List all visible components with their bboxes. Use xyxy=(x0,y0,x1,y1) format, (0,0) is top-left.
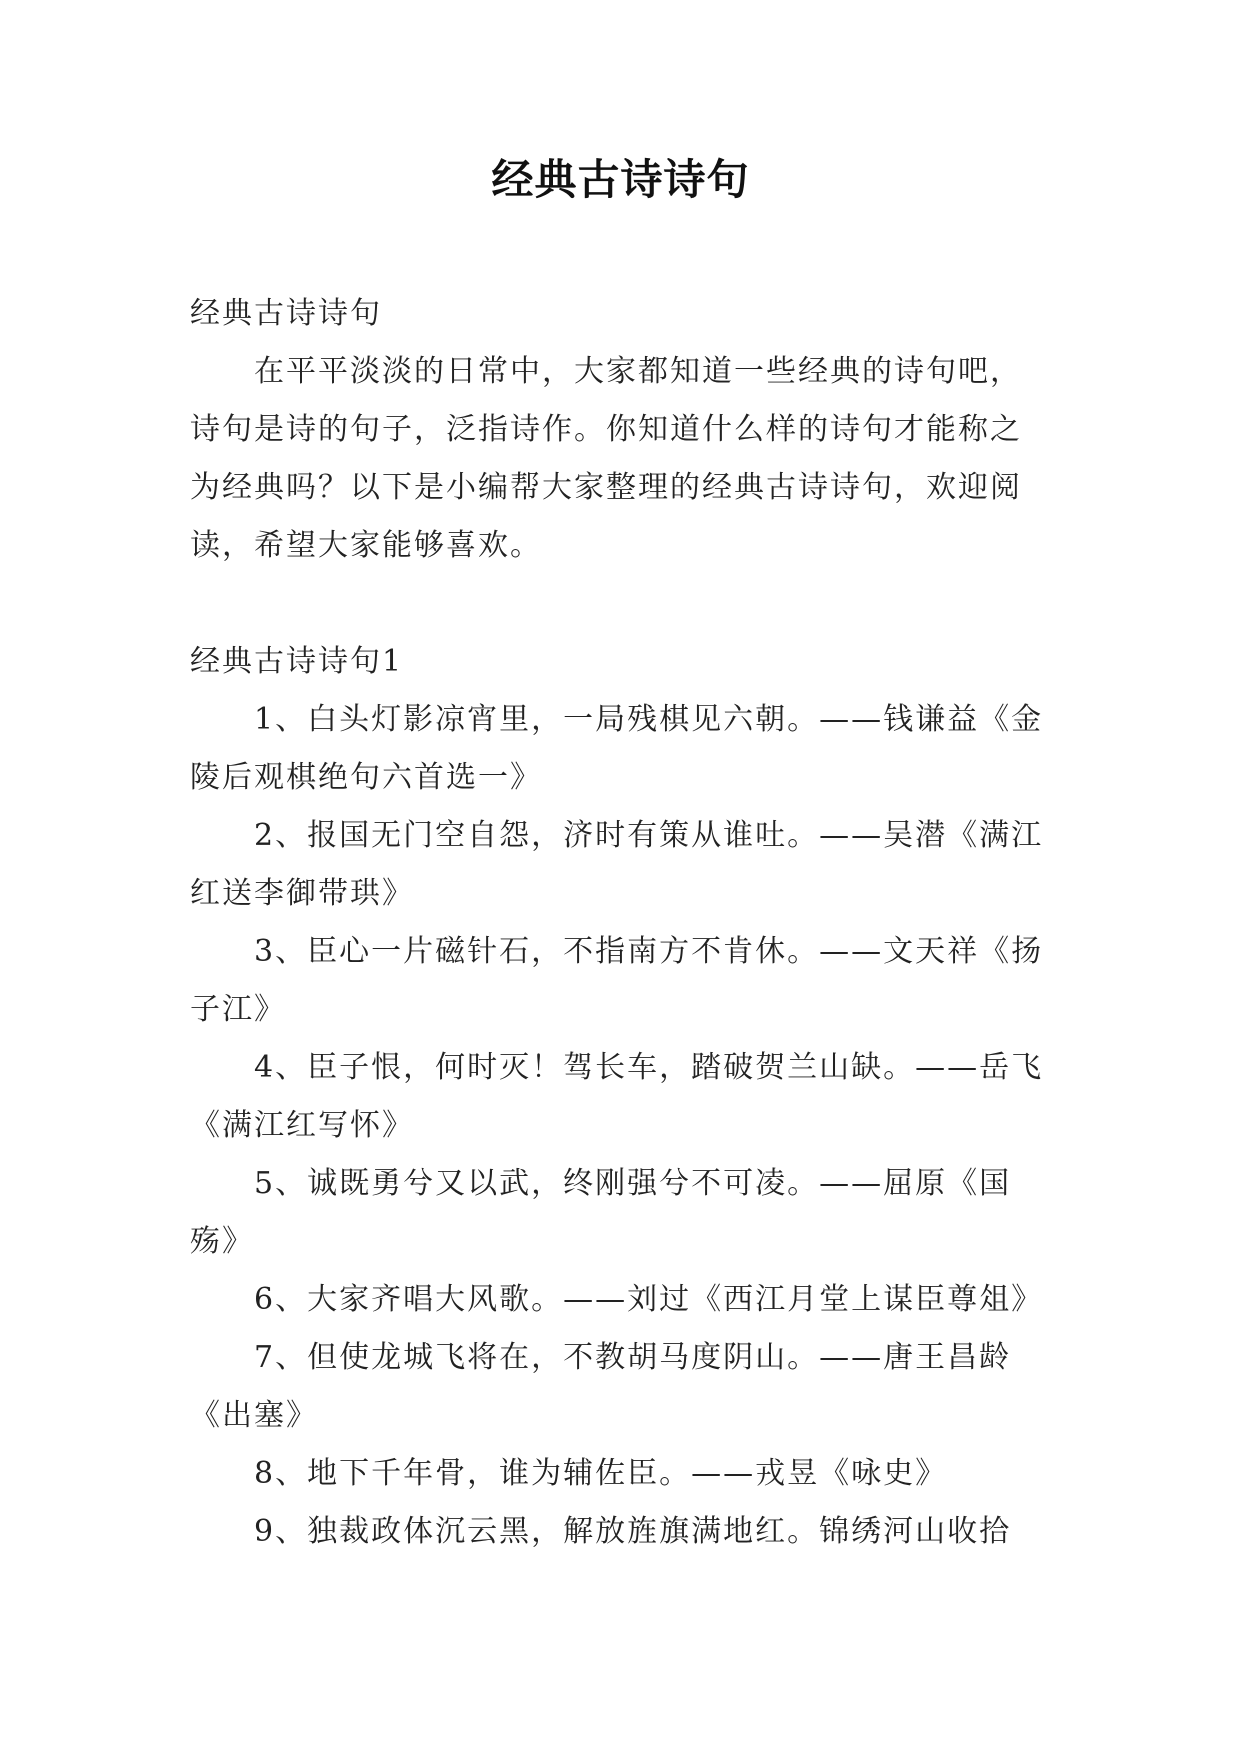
poem-item-8: 8、地下千年骨，谁为辅佐臣。——戎昱《咏史》 xyxy=(254,1456,948,1491)
document-subtitle: 经典古诗诗句 xyxy=(190,296,382,331)
poem-item-7: 7、但使龙城飞将在，不教胡马度阴山。——唐王昌龄《出塞》 xyxy=(190,1340,1012,1433)
poem-item-3: 3、臣心一片磁针石，不指南方不肯休。——文天祥《扬子江》 xyxy=(190,934,1044,1027)
page-title: 经典古诗诗句 xyxy=(491,155,750,204)
poem-item-4: 4、臣子恨，何时灭！驾长车，踏破贺兰山缺。——岳飞《满江红写怀》 xyxy=(190,1050,1044,1143)
document-body xyxy=(190,285,1050,1561)
poem-item-6: 6、大家齐唱大风歌。——刘过《西江月堂上谋臣尊俎》 xyxy=(254,1282,1044,1317)
intro-paragraph: 在平平淡淡的日常中，大家都知道一些经典的诗句吧，诗句是诗的句子，泛指诗作。你知道什么样的诗句才能称之为经典吗？以下是小编帮大家整理的经典古诗诗句，欢迎阅读，希望大家能够喜欢。 xyxy=(190,354,1022,563)
section-heading: 经典古诗诗句1 xyxy=(190,644,404,679)
poem-item-1: 1、白头灯影凉宵里，一局残棋见六朝。——钱谦益《金陵后观棋绝句六首选一》 xyxy=(190,702,1044,795)
poem-item-9: 9、独裁政体沉云黑，解放旌旗满地红。锦绣河山收拾 xyxy=(254,1514,1012,1549)
poem-item-2: 2、报国无门空自怨，济时有策从谁吐。——吴潜《满江红送李御带珙》 xyxy=(190,818,1044,911)
section-spacer xyxy=(190,575,1050,633)
poem-item-5: 5、诚既勇兮又以武，终刚强兮不可凌。——屈原《国殇》 xyxy=(190,1166,1012,1259)
